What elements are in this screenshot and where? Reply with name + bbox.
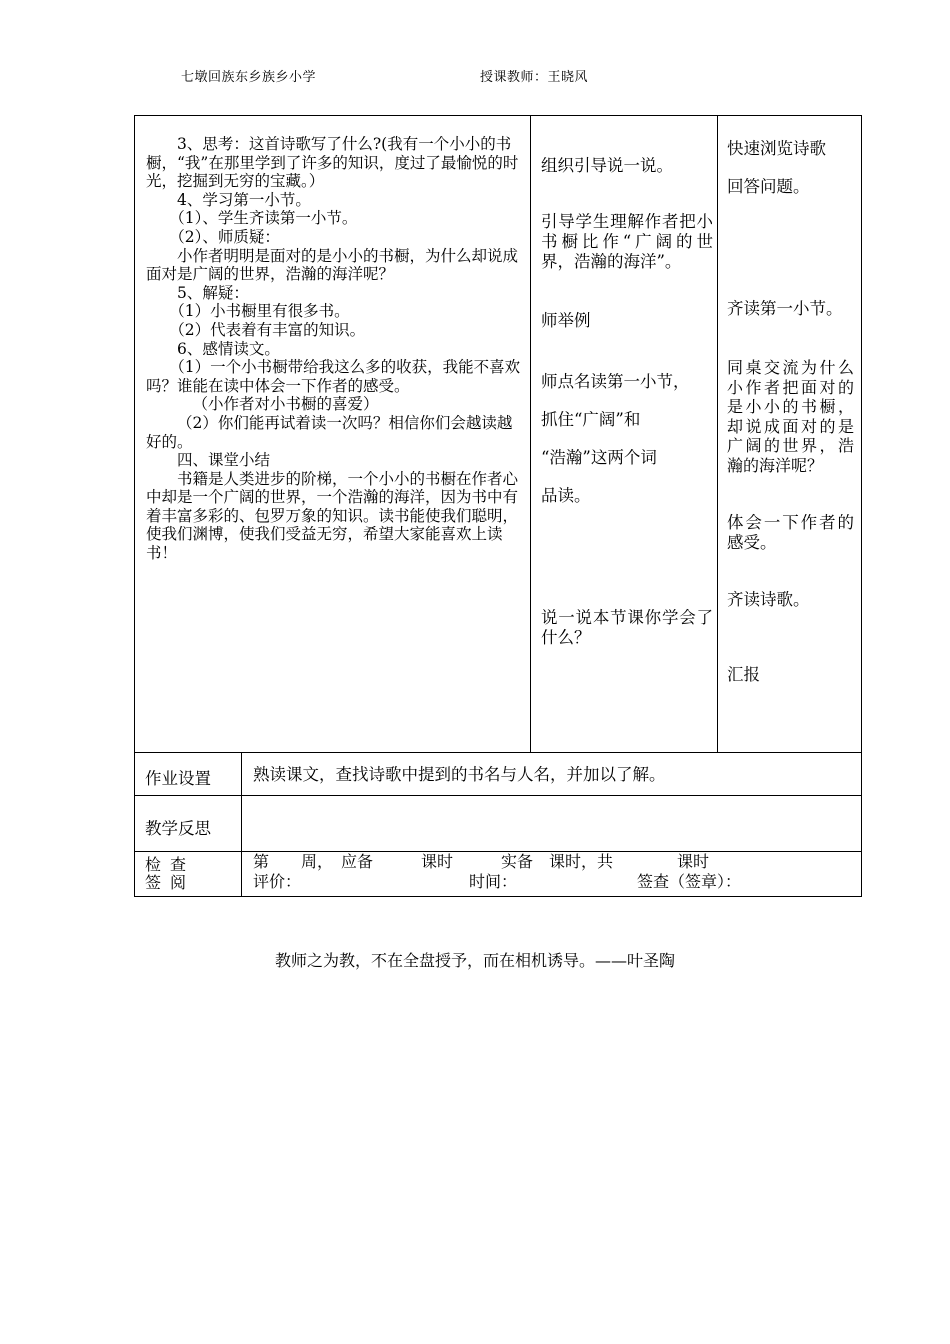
content-paragraph: 5、解疑： bbox=[177, 283, 249, 302]
teacher-activity: 说一说本节课你学会了什么？ bbox=[541, 608, 713, 647]
student-activity: 齐读诗歌。 bbox=[727, 590, 810, 609]
teacher-name: 授课教师：王晓风 bbox=[480, 70, 589, 85]
table-border-left bbox=[134, 115, 135, 897]
label-column-divider bbox=[241, 752, 242, 897]
teacher-activity: “浩瀚”这两个词 bbox=[541, 448, 657, 467]
teaching-content bbox=[146, 135, 526, 563]
review-line-1: 第 周， 应备 课时 实备 课时，共 课时 bbox=[253, 852, 710, 871]
review-label-top: 检查 bbox=[145, 855, 196, 874]
content-paragraph: （1）小书橱里有很多书。 bbox=[169, 302, 350, 321]
teacher-activity: 品读。 bbox=[541, 486, 591, 505]
review-line-2: 评价： 时间： 签查（签章）： bbox=[253, 872, 742, 891]
homework-label: 作业设置 bbox=[145, 769, 211, 788]
table-divider-homework bbox=[134, 752, 862, 753]
column-divider-1 bbox=[530, 115, 531, 753]
teacher-activity: 抓住“广阔”和 bbox=[541, 410, 641, 429]
school-name: 七墩回族东乡族乡小学 bbox=[181, 70, 317, 85]
review-label-bottom: 签阅 bbox=[145, 873, 196, 892]
content-paragraph: （2）代表着有丰富的知识。 bbox=[169, 320, 366, 339]
content-paragraph: 4、学习第一小节。 bbox=[177, 190, 311, 209]
teacher-activity: 组织引导说一说。 bbox=[541, 156, 673, 175]
student-activity: 齐读第一小节。 bbox=[727, 299, 843, 318]
content-paragraph: 四、课堂小结 bbox=[177, 451, 271, 470]
footer-quote: 教师之为教，不在全盘授予，而在相机诱导。——叶圣陶 bbox=[274, 951, 675, 970]
student-activity: 快速浏览诗歌 bbox=[727, 139, 826, 158]
table-border-right bbox=[861, 115, 862, 897]
content-paragraph: （2）、师质疑： bbox=[169, 227, 280, 246]
content-paragraph: （1）、学生齐读第一小节。 bbox=[169, 209, 358, 228]
content-paragraph: 小作者明明是面对的是小小的书橱，为什么却说成面对是广阔的世界，浩瀚的海洋呢？ bbox=[146, 246, 519, 284]
table-border-top bbox=[134, 115, 862, 116]
table-border-bottom bbox=[134, 896, 862, 897]
column-divider-2 bbox=[717, 115, 718, 753]
table-divider-reflection bbox=[134, 795, 862, 796]
content-paragraph: （小作者对小书橱的喜爱） bbox=[192, 395, 379, 414]
content-paragraph: 6、感情读文。 bbox=[177, 339, 280, 358]
content-paragraph: （1）一个小书橱带给我这么多的收获，我能不喜欢吗？谁能在读中体会一下作者的感受。 bbox=[146, 358, 521, 395]
student-activity: 汇报 bbox=[727, 665, 760, 684]
teacher-activity: 师点名读第一小节， bbox=[541, 372, 690, 391]
teacher-activity: 引导学生理解作者把小书橱比作“广阔的世界，浩瀚的海洋”。 bbox=[541, 212, 713, 271]
content-paragraph: （2）你们能再试着读一次吗？相信你们会越读越好的。 bbox=[146, 413, 513, 451]
teacher-activity: 师举例 bbox=[541, 311, 591, 330]
homework-content: 熟读课文，查找诗歌中提到的书名与人名，并加以了解。 bbox=[253, 765, 666, 784]
reflection-label: 教学反思 bbox=[145, 819, 211, 838]
student-activity: 回答问题。 bbox=[727, 177, 810, 196]
content-paragraph: 书籍是人类进步的阶梯，一个小小的书橱在作者心中却是一个广阔的世界，一个浩瀚的海洋，因为书中有着丰富多彩的、包罗万象的知识。读书能使我们聪明，使我们渊博，使我们受益无穷，希望大家能喜欢上读书！ bbox=[146, 469, 519, 563]
student-activity: 体会一下作者的感受。 bbox=[727, 513, 854, 552]
student-activity: 同桌交流为什么小作者把面对的是小小的书橱，却说成面对的是广阔的世界，浩瀚的海洋呢？ bbox=[727, 358, 854, 475]
content-paragraph: 3、思考：这首诗歌写了什么?(我有一个小小的书橱，“我”在那里学到了许多的知识，度过了最愉悦的时光，挖掘到无穷的宝藏。） bbox=[146, 135, 519, 191]
